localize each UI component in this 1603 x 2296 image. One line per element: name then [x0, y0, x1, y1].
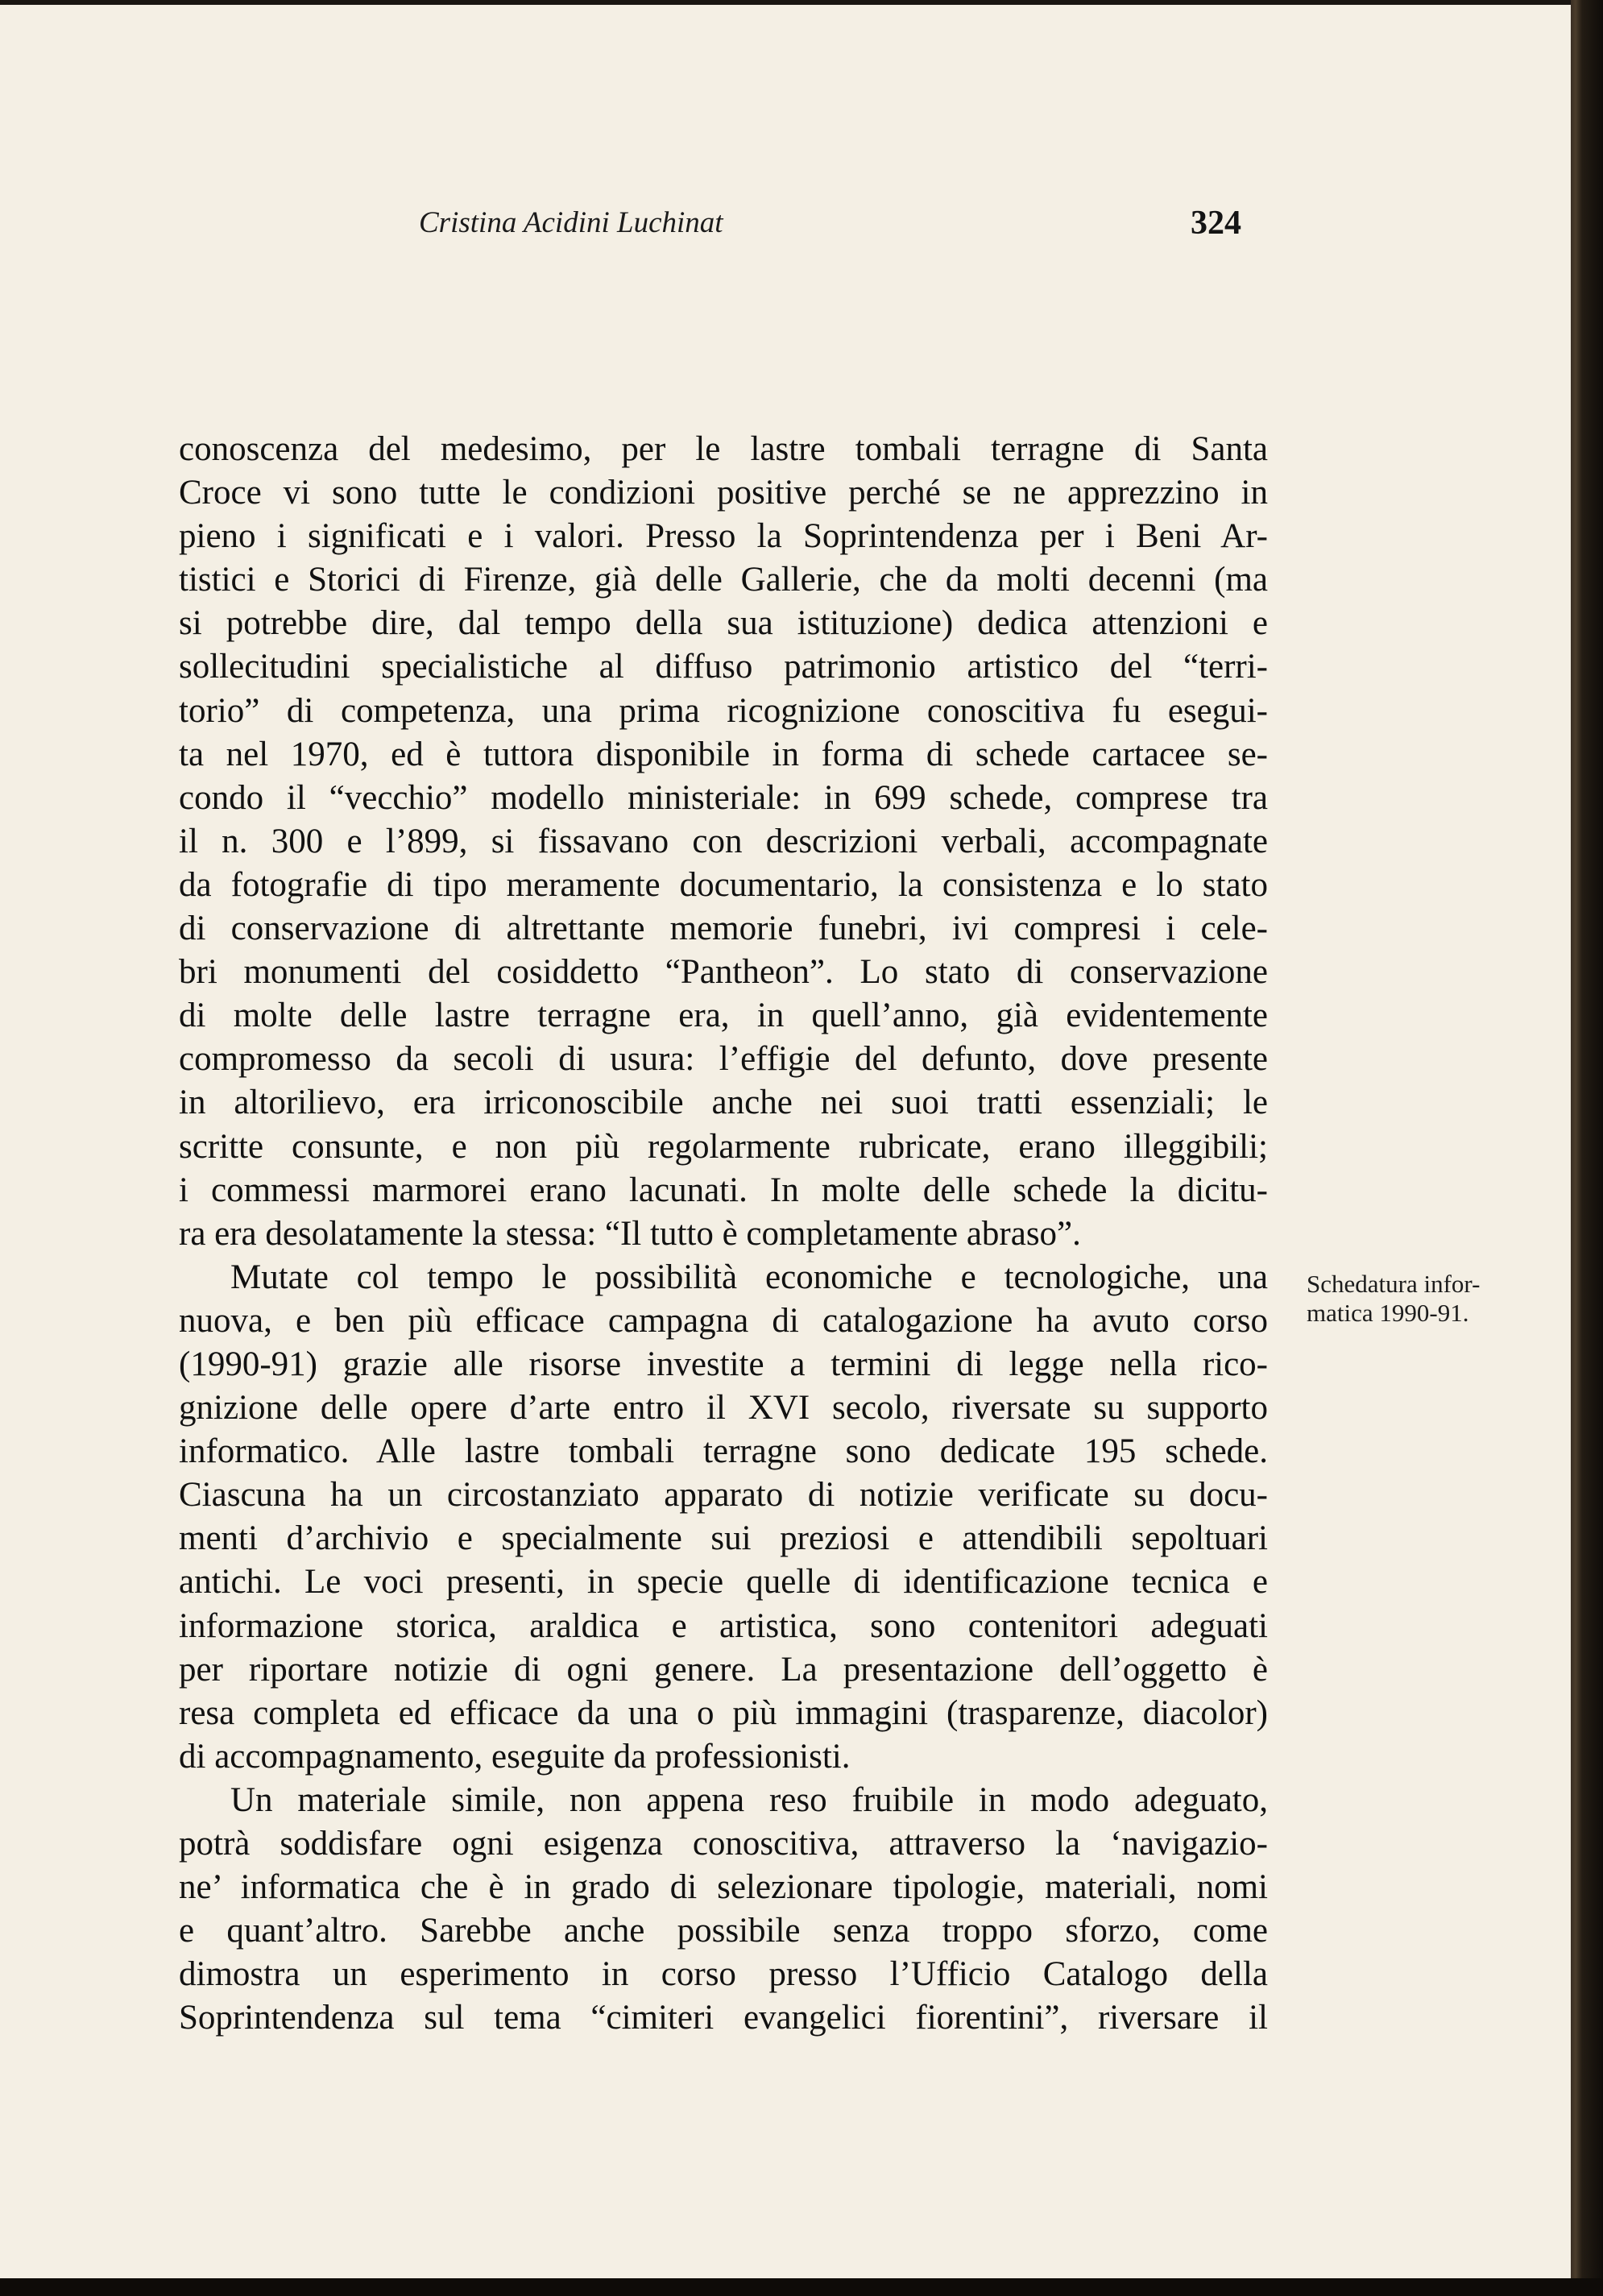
- text-line: Mutate col tempo le possibilità economiche e tecnologiche, una: [230, 1258, 1268, 1296]
- text-line: pieno i significati e i valori. Presso la Soprintendenza per i Beni Ar-: [179, 517, 1268, 556]
- text-line: i commessi marmorei erano lacunati. In molte delle schede la dicitu-: [179, 1171, 1268, 1209]
- text-line: Croce vi sono tutte le condizioni positive perché se ne apprezzino in: [179, 474, 1268, 512]
- running-header-author: Cristina Acidini Luchinat: [419, 206, 723, 239]
- text-line: tistici e Storici di Firenze, già delle Gallerie, che da molti decenni (ma: [179, 561, 1268, 599]
- text-line: da fotografie di tipo meramente documentario, la consistenza e lo stato: [179, 865, 1268, 904]
- text-line: di molte delle lastre terragne era, in quell’anno, già evidentemente: [179, 997, 1268, 1035]
- book-spine: [1571, 0, 1603, 2296]
- text-line: di conservazione di altrettante memorie funebri, ivi compresi i cele-: [179, 910, 1268, 948]
- margin-note-line: Schedatura infor-: [1307, 1270, 1481, 1298]
- text-line: dimostra un esperimento in corso presso l’Ufficio Catalogo della: [179, 1955, 1268, 1994]
- text-line: informatico. Alle lastre tombali terragne sono dedicate 195 schede.: [179, 1432, 1268, 1471]
- page-top-edge: [0, 0, 1603, 5]
- text-line: Un materiale simile, non appena reso fruibile in modo adeguato,: [230, 1780, 1268, 1819]
- text-line: nuova, e ben più efficace campagna di catalogazione ha avuto corso: [179, 1301, 1268, 1340]
- text-line: il n. 300 e l’899, si fissavano con descrizioni verbali, accompagnate: [179, 822, 1268, 860]
- text-line: sollecitudini specialistiche al diffuso patrimonio artistico del “terri-: [179, 648, 1268, 686]
- margin-note-line: matica 1990-91.: [1307, 1299, 1469, 1327]
- text-line: Soprintendenza sul tema “cimiteri evangelici fiorentini”, riversare il: [179, 1999, 1268, 2037]
- text-line: antichi. Le voci presenti, in specie quelle di identificazione tecnica e: [179, 1563, 1268, 1602]
- text-line: e quant’altro. Sarebbe anche possibile senza troppo sforzo, come: [179, 1912, 1268, 1950]
- text-line: menti d’archivio e specialmente sui preziosi e attendibili sepoltuari: [179, 1519, 1268, 1558]
- text-line: bri monumenti del cosiddetto “Pantheon”. Lo stato di conservazione: [179, 953, 1268, 992]
- text-line: gnizione delle opere d’arte entro il XVI secolo, riversate su supporto: [179, 1389, 1268, 1428]
- text-line: di accompagnamento, eseguite da professionisti.: [179, 1737, 851, 1776]
- text-line: resa completa ed efficace da una o più immagini (trasparenze, diacolor): [179, 1693, 1268, 1732]
- text-line: potrà soddisfare ogni esigenza conoscitiva, attraverso la ‘navigazio-: [179, 1825, 1268, 1863]
- text-line: Ciascuna ha un circostanziato apparato di notizie verificate su docu-: [179, 1476, 1268, 1515]
- text-line: informazione storica, araldica e artistica, sono contenitori adeguati: [179, 1606, 1268, 1645]
- text-line: scritte consunte, e non più regolarmente rubricate, erano illeggibili;: [179, 1127, 1268, 1166]
- text-line: condo il “vecchio” modello ministeriale: in 699 schede, comprese tra: [179, 778, 1268, 817]
- text-line: ta nel 1970, ed è tuttora disponibile in forma di schede cartacee se-: [179, 735, 1268, 773]
- text-line: (1990-91) grazie alle risorse investite a termini di legge nella rico-: [179, 1345, 1268, 1383]
- page-bottom-edge: [0, 2278, 1603, 2296]
- page-number: 324: [1191, 205, 1241, 242]
- text-line: compromesso da secoli di usura: l’effigie del defunto, dove presente: [179, 1040, 1268, 1079]
- body-text: [179, 428, 1268, 2040]
- text-line: per riportare notizie di ogni genere. La presentazione dell’oggetto è: [179, 1650, 1268, 1689]
- text-line: in altorilievo, era irriconoscibile anche nei suoi tratti essenziali; le: [179, 1084, 1268, 1122]
- text-line: ne’ informatica che è in grado di selezionare tipologie, materiali, nomi: [179, 1868, 1268, 1907]
- text-line: ra era desolatamente la stessa: “Il tutto è completamente abraso”.: [179, 1214, 1081, 1253]
- text-line: conoscenza del medesimo, per le lastre tombali terragne di Santa: [179, 430, 1268, 468]
- text-line: si potrebbe dire, dal tempo della sua istituzione) dedica attenzioni e: [179, 604, 1268, 643]
- text-line: torio” di competenza, una prima ricognizione conoscitiva fu esegui-: [179, 691, 1268, 730]
- margin-note: [1307, 1270, 1548, 1328]
